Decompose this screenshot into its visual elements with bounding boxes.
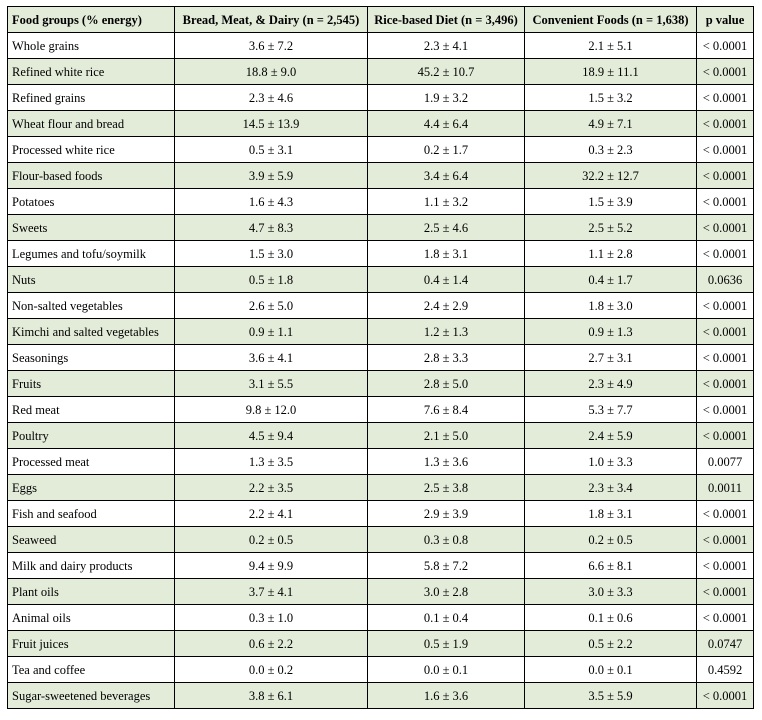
bread-meat-dairy-cell: 1.3 ± 3.5 <box>175 449 368 475</box>
rice-based-diet-cell: 3.4 ± 6.4 <box>368 163 525 189</box>
table-row <box>8 33 754 59</box>
bread-meat-dairy-cell: 4.7 ± 8.3 <box>175 215 368 241</box>
rice-based-diet-cell: 0.4 ± 1.4 <box>368 267 525 293</box>
table-row <box>8 553 754 579</box>
convenient-foods-cell: 2.3 ± 4.9 <box>525 371 697 397</box>
table-row <box>8 579 754 605</box>
table-row <box>8 501 754 527</box>
rice-based-diet-cell: 2.1 ± 5.0 <box>368 423 525 449</box>
p-value-cell: 0.0011 <box>697 475 754 501</box>
p-value-cell: 0.4592 <box>697 657 754 683</box>
bread-meat-dairy-cell: 14.5 ± 13.9 <box>175 111 368 137</box>
convenient-foods-cell: 6.6 ± 8.1 <box>525 553 697 579</box>
convenient-foods-cell: 0.1 ± 0.6 <box>525 605 697 631</box>
food-group-cell: Fruits <box>8 371 175 397</box>
food-group-cell: Whole grains <box>8 33 175 59</box>
bread-meat-dairy-cell: 0.5 ± 3.1 <box>175 137 368 163</box>
food-group-cell: Refined grains <box>8 85 175 111</box>
table-row <box>8 527 754 553</box>
p-value-cell: < 0.0001 <box>697 423 754 449</box>
rice-based-diet-cell: 1.2 ± 1.3 <box>368 319 525 345</box>
bread-meat-dairy-cell: 18.8 ± 9.0 <box>175 59 368 85</box>
rice-based-diet-cell: 2.8 ± 5.0 <box>368 371 525 397</box>
bread-meat-dairy-cell: 0.5 ± 1.8 <box>175 267 368 293</box>
convenient-foods-cell: 2.1 ± 5.1 <box>525 33 697 59</box>
p-value-cell: < 0.0001 <box>697 137 754 163</box>
bread-meat-dairy-cell: 0.6 ± 2.2 <box>175 631 368 657</box>
food-group-cell: Sweets <box>8 215 175 241</box>
convenient-foods-cell: 1.8 ± 3.0 <box>525 293 697 319</box>
food-group-cell: Red meat <box>8 397 175 423</box>
table-row <box>8 111 754 137</box>
table-row <box>8 631 754 657</box>
table-row <box>8 605 754 631</box>
header-p-value: p value <box>697 7 754 33</box>
rice-based-diet-cell: 45.2 ± 10.7 <box>368 59 525 85</box>
table-row <box>8 683 754 709</box>
p-value-cell: < 0.0001 <box>697 553 754 579</box>
bread-meat-dairy-cell: 1.6 ± 4.3 <box>175 189 368 215</box>
header-convenient-foods: Convenient Foods (n = 1,638) <box>525 7 697 33</box>
header-rice-based-diet: Rice-based Diet (n = 3,496) <box>368 7 525 33</box>
convenient-foods-cell: 3.0 ± 3.3 <box>525 579 697 605</box>
convenient-foods-cell: 32.2 ± 12.7 <box>525 163 697 189</box>
bread-meat-dairy-cell: 3.7 ± 4.1 <box>175 579 368 605</box>
table-row <box>8 449 754 475</box>
convenient-foods-cell: 0.3 ± 2.3 <box>525 137 697 163</box>
rice-based-diet-cell: 2.5 ± 4.6 <box>368 215 525 241</box>
bread-meat-dairy-cell: 0.9 ± 1.1 <box>175 319 368 345</box>
convenient-foods-cell: 2.4 ± 5.9 <box>525 423 697 449</box>
convenient-foods-cell: 2.7 ± 3.1 <box>525 345 697 371</box>
convenient-foods-cell: 2.5 ± 5.2 <box>525 215 697 241</box>
table-body <box>8 33 754 709</box>
rice-based-diet-cell: 0.0 ± 0.1 <box>368 657 525 683</box>
rice-based-diet-cell: 7.6 ± 8.4 <box>368 397 525 423</box>
convenient-foods-cell: 2.3 ± 3.4 <box>525 475 697 501</box>
header-row <box>8 7 754 33</box>
bread-meat-dairy-cell: 0.2 ± 0.5 <box>175 527 368 553</box>
rice-based-diet-cell: 2.8 ± 3.3 <box>368 345 525 371</box>
rice-based-diet-cell: 1.6 ± 3.6 <box>368 683 525 709</box>
p-value-cell: 0.0077 <box>697 449 754 475</box>
bread-meat-dairy-cell: 9.4 ± 9.9 <box>175 553 368 579</box>
rice-based-diet-cell: 0.2 ± 1.7 <box>368 137 525 163</box>
food-group-cell: Nuts <box>8 267 175 293</box>
rice-based-diet-cell: 0.5 ± 1.9 <box>368 631 525 657</box>
table-row <box>8 189 754 215</box>
convenient-foods-cell: 1.0 ± 3.3 <box>525 449 697 475</box>
p-value-cell: 0.0636 <box>697 267 754 293</box>
food-group-cell: Fish and seafood <box>8 501 175 527</box>
p-value-cell: < 0.0001 <box>697 501 754 527</box>
convenient-foods-cell: 18.9 ± 11.1 <box>525 59 697 85</box>
convenient-foods-cell: 1.5 ± 3.9 <box>525 189 697 215</box>
bread-meat-dairy-cell: 3.6 ± 4.1 <box>175 345 368 371</box>
table-row <box>8 241 754 267</box>
food-group-cell: Potatoes <box>8 189 175 215</box>
rice-based-diet-cell: 2.5 ± 3.8 <box>368 475 525 501</box>
food-group-cell: Refined white rice <box>8 59 175 85</box>
bread-meat-dairy-cell: 9.8 ± 12.0 <box>175 397 368 423</box>
convenient-foods-cell: 5.3 ± 7.7 <box>525 397 697 423</box>
convenient-foods-cell: 0.4 ± 1.7 <box>525 267 697 293</box>
bread-meat-dairy-cell: 3.8 ± 6.1 <box>175 683 368 709</box>
food-group-cell: Wheat flour and bread <box>8 111 175 137</box>
rice-based-diet-cell: 0.1 ± 0.4 <box>368 605 525 631</box>
bread-meat-dairy-cell: 0.0 ± 0.2 <box>175 657 368 683</box>
food-group-cell: Animal oils <box>8 605 175 631</box>
convenient-foods-cell: 4.9 ± 7.1 <box>525 111 697 137</box>
table-row <box>8 423 754 449</box>
p-value-cell: < 0.0001 <box>697 579 754 605</box>
table-row <box>8 319 754 345</box>
table-row <box>8 85 754 111</box>
table-row <box>8 397 754 423</box>
table-row <box>8 293 754 319</box>
food-group-cell: Processed white rice <box>8 137 175 163</box>
rice-based-diet-cell: 2.9 ± 3.9 <box>368 501 525 527</box>
bread-meat-dairy-cell: 3.1 ± 5.5 <box>175 371 368 397</box>
convenient-foods-cell: 0.5 ± 2.2 <box>525 631 697 657</box>
food-group-cell: Processed meat <box>8 449 175 475</box>
header-bread-meat-dairy: Bread, Meat, & Dairy (n = 2,545) <box>175 7 368 33</box>
table-row <box>8 475 754 501</box>
bread-meat-dairy-cell: 2.2 ± 3.5 <box>175 475 368 501</box>
table-row <box>8 267 754 293</box>
p-value-cell: < 0.0001 <box>697 293 754 319</box>
convenient-foods-cell: 0.0 ± 0.1 <box>525 657 697 683</box>
p-value-cell: < 0.0001 <box>697 215 754 241</box>
bread-meat-dairy-cell: 1.5 ± 3.0 <box>175 241 368 267</box>
p-value-cell: < 0.0001 <box>697 371 754 397</box>
p-value-cell: < 0.0001 <box>697 605 754 631</box>
table-row <box>8 371 754 397</box>
food-group-cell: Fruit juices <box>8 631 175 657</box>
p-value-cell: < 0.0001 <box>697 85 754 111</box>
food-group-cell: Flour-based foods <box>8 163 175 189</box>
p-value-cell: < 0.0001 <box>697 163 754 189</box>
table-row <box>8 657 754 683</box>
p-value-cell: < 0.0001 <box>697 397 754 423</box>
food-group-cell: Kimchi and salted vegetables <box>8 319 175 345</box>
table-row <box>8 345 754 371</box>
p-value-cell: < 0.0001 <box>697 345 754 371</box>
food-group-cell: Non-salted vegetables <box>8 293 175 319</box>
rice-based-diet-cell: 1.9 ± 3.2 <box>368 85 525 111</box>
table-container <box>7 6 754 709</box>
bread-meat-dairy-cell: 4.5 ± 9.4 <box>175 423 368 449</box>
table-row <box>8 59 754 85</box>
convenient-foods-cell: 0.9 ± 1.3 <box>525 319 697 345</box>
p-value-cell: < 0.0001 <box>697 319 754 345</box>
rice-based-diet-cell: 3.0 ± 2.8 <box>368 579 525 605</box>
rice-based-diet-cell: 5.8 ± 7.2 <box>368 553 525 579</box>
food-group-cell: Seaweed <box>8 527 175 553</box>
convenient-foods-cell: 0.2 ± 0.5 <box>525 527 697 553</box>
food-group-cell: Milk and dairy products <box>8 553 175 579</box>
convenient-foods-cell: 1.5 ± 3.2 <box>525 85 697 111</box>
rice-based-diet-cell: 1.1 ± 3.2 <box>368 189 525 215</box>
food-group-cell: Poultry <box>8 423 175 449</box>
food-groups-table <box>7 6 754 709</box>
p-value-cell: < 0.0001 <box>697 111 754 137</box>
convenient-foods-cell: 3.5 ± 5.9 <box>525 683 697 709</box>
p-value-cell: < 0.0001 <box>697 527 754 553</box>
food-group-cell: Eggs <box>8 475 175 501</box>
food-group-cell: Tea and coffee <box>8 657 175 683</box>
bread-meat-dairy-cell: 2.2 ± 4.1 <box>175 501 368 527</box>
food-group-cell: Seasonings <box>8 345 175 371</box>
bread-meat-dairy-cell: 0.3 ± 1.0 <box>175 605 368 631</box>
rice-based-diet-cell: 2.3 ± 4.1 <box>368 33 525 59</box>
convenient-foods-cell: 1.8 ± 3.1 <box>525 501 697 527</box>
rice-based-diet-cell: 1.3 ± 3.6 <box>368 449 525 475</box>
p-value-cell: 0.0747 <box>697 631 754 657</box>
p-value-cell: < 0.0001 <box>697 241 754 267</box>
p-value-cell: < 0.0001 <box>697 33 754 59</box>
food-group-cell: Plant oils <box>8 579 175 605</box>
food-group-cell: Sugar-sweetened beverages <box>8 683 175 709</box>
bread-meat-dairy-cell: 3.9 ± 5.9 <box>175 163 368 189</box>
p-value-cell: < 0.0001 <box>697 189 754 215</box>
food-group-cell: Legumes and tofu/soymilk <box>8 241 175 267</box>
table-row <box>8 215 754 241</box>
rice-based-diet-cell: 4.4 ± 6.4 <box>368 111 525 137</box>
p-value-cell: < 0.0001 <box>697 683 754 709</box>
p-value-cell: < 0.0001 <box>697 59 754 85</box>
rice-based-diet-cell: 2.4 ± 2.9 <box>368 293 525 319</box>
table-row <box>8 163 754 189</box>
rice-based-diet-cell: 0.3 ± 0.8 <box>368 527 525 553</box>
bread-meat-dairy-cell: 2.3 ± 4.6 <box>175 85 368 111</box>
convenient-foods-cell: 1.1 ± 2.8 <box>525 241 697 267</box>
header-food-groups: Food groups (% energy) <box>8 7 175 33</box>
bread-meat-dairy-cell: 2.6 ± 5.0 <box>175 293 368 319</box>
bread-meat-dairy-cell: 3.6 ± 7.2 <box>175 33 368 59</box>
rice-based-diet-cell: 1.8 ± 3.1 <box>368 241 525 267</box>
table-row <box>8 137 754 163</box>
